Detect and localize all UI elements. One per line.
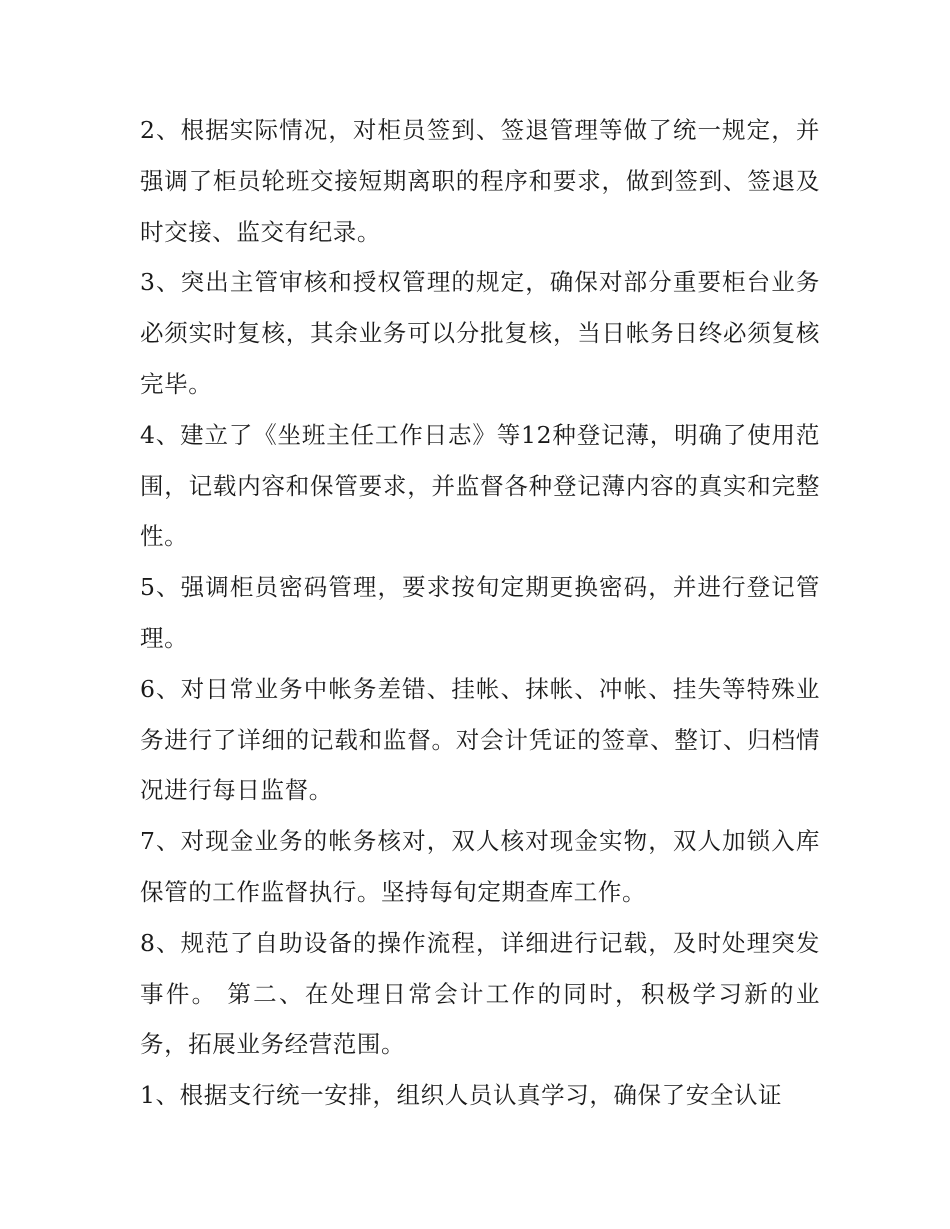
paragraph-item-5: 5、强调柜员密码管理，要求按旬定期更换密码，并进行登记管理。 [140,573,820,652]
paragraph-item-6: 6、对日常业务中帐务差错、挂帐、抹帐、冲帐、挂失等特殊业务进行了详细的记载和监督。对会计凭证的签章、整订、归档情况进行每日监督。 [140,674,820,805]
paragraph-item-7: 7、对现金业务的帐务核对，双人核对现金实物，双人加锁入库保管的工作监督执行。坚持每旬定期查库工作。 [140,827,820,906]
paragraph-item-8: 8、规范了自助设备的操作流程，详细进行记载，及时处理突发事件。 第二、在处理日常会计工作的同时，积极学习新的业务，拓展业务经营范围。 [140,928,820,1059]
paragraph-item-1: 1、根据支行统一安排，组织人员认真学习，确保了安全认证 [140,1081,783,1110]
document-body [140,105,820,1121]
paragraph-item-2: 2、根据实际情况，对柜员签到、签退管理等做了统一规定，并强调了柜员轮班交接短期离职的程序和要求，做到签到、签退及时交接、监交有纪录。 [140,116,820,246]
paragraph-item-3: 3、突出主管审核和授权管理的规定，确保对部分重要柜台业务必须实时复核，其余业务可以分批复核，当日帐务日终必须复核完毕。 [140,268,820,398]
paragraph-item-4: 4、建立了《坐班主任工作日志》等12种登记薄，明确了使用范围，记载内容和保管要求，并监督各种登记薄内容的真实和完整性。 [140,420,820,551]
